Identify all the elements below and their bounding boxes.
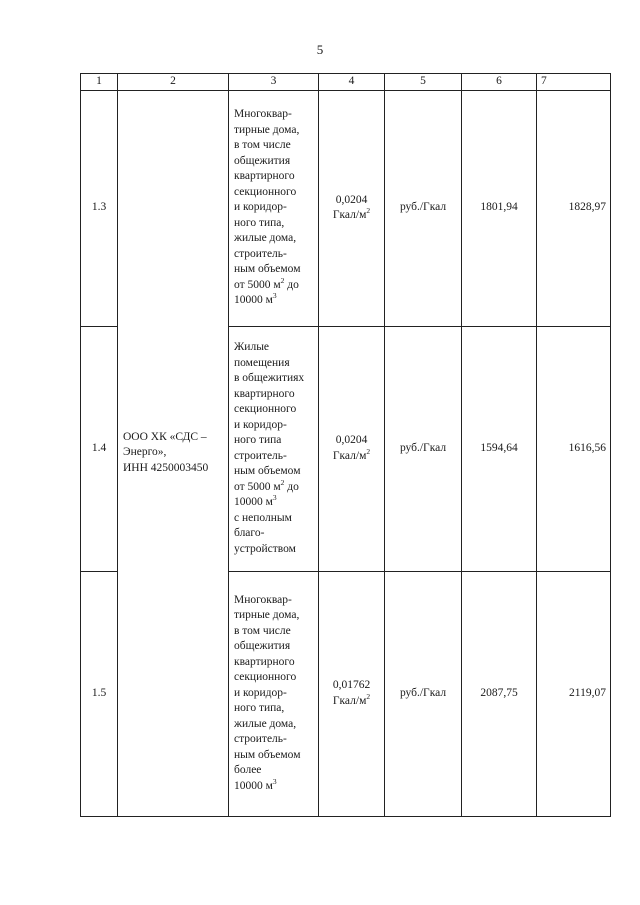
description-line: квартирного xyxy=(234,655,295,668)
description-line: Многоквар- xyxy=(234,593,292,606)
description-line: ным объемом xyxy=(234,465,301,477)
header-col-3: 3 xyxy=(229,74,319,91)
tariff-col-6: 1801,94 xyxy=(462,90,537,326)
tariff-unit: руб./Гкал xyxy=(385,326,462,571)
superscript: 2 xyxy=(280,477,285,487)
description-line: ного типа, xyxy=(234,702,285,715)
description-line: секционного xyxy=(234,403,297,415)
organization-name: ООО ХК «СДС – Энерго», xyxy=(123,430,207,459)
tariff-col-6: 2087,75 xyxy=(462,571,537,816)
description-line: с неполным xyxy=(234,511,292,524)
norm-unit xyxy=(319,446,384,465)
table-row xyxy=(81,90,611,326)
description-fragment: до xyxy=(287,480,299,493)
description-line: в том числе xyxy=(234,139,291,152)
description-line: в том числе xyxy=(234,624,291,637)
consumption-norm xyxy=(319,571,385,816)
header-col-5: 5 xyxy=(385,74,462,91)
superscript: 3 xyxy=(272,776,277,786)
description-line: Жилые xyxy=(234,341,270,353)
tariff-unit: руб./Гкал xyxy=(385,571,462,816)
housing-description xyxy=(229,90,319,326)
superscript: 3 xyxy=(272,291,277,301)
row-number: 1.4 xyxy=(81,326,118,571)
tariff-col-7: 1828,97 xyxy=(537,90,611,326)
description-line xyxy=(234,293,315,309)
description-line: общежития xyxy=(234,154,291,167)
description-fragment: до xyxy=(287,278,299,291)
header-row xyxy=(81,74,611,91)
superscript: 3 xyxy=(272,493,277,503)
housing-description xyxy=(229,326,319,571)
description-fragment: от 5000 м xyxy=(234,278,281,291)
header-col-1: 1 xyxy=(81,74,118,91)
description-line: более xyxy=(234,764,262,777)
consumption-norm xyxy=(319,90,385,326)
superscript: 2 xyxy=(366,691,371,701)
row-number: 1.3 xyxy=(81,90,118,326)
description-line: строитель- xyxy=(234,449,287,462)
housing-description xyxy=(229,571,319,816)
description-line: квартирного xyxy=(234,387,295,400)
header-col-6: 6 xyxy=(462,74,537,91)
description-line: строитель- xyxy=(234,733,287,746)
tariff-col-7: 2119,07 xyxy=(537,571,611,816)
description-fragment: от 5000 м xyxy=(234,480,281,493)
organization-cell xyxy=(118,90,229,816)
description-line: помещения xyxy=(234,356,290,369)
description-line: секционного xyxy=(234,671,297,684)
description-line: устройством xyxy=(234,542,296,555)
description-line: жилые дома, xyxy=(234,717,297,730)
page-number: 5 xyxy=(316,42,324,57)
description-line: Многоквар- xyxy=(234,108,292,121)
norm-unit-text: Гкал/м xyxy=(332,449,367,462)
norm-unit xyxy=(319,691,384,710)
row-number: 1.5 xyxy=(81,571,118,816)
description-line: и коридор- xyxy=(234,418,287,431)
header-col-2: 2 xyxy=(118,74,229,91)
description-line: и коридор- xyxy=(234,201,287,214)
description-line xyxy=(234,776,315,795)
description-line: ного типа xyxy=(234,434,282,446)
description-line: жилые дома, xyxy=(234,232,297,245)
description-line: благо- xyxy=(234,527,265,539)
norm-value: 0,0204 xyxy=(335,193,368,206)
superscript: 2 xyxy=(366,206,371,216)
tariff-col-7: 1616,56 xyxy=(537,326,611,571)
description-line: ным объемом xyxy=(234,748,301,761)
description-fragment: 10000 м xyxy=(234,779,273,792)
description-line: в общежитиях xyxy=(234,372,305,384)
norm-value: 0,01762 xyxy=(332,679,371,691)
norm-unit-text: Гкал/м xyxy=(332,209,367,221)
tariff-table xyxy=(80,73,611,817)
organization-inn: ИНН 4250003450 xyxy=(123,461,209,474)
description-fragment: 10000 м xyxy=(234,496,273,508)
description-fragment: 10000 м xyxy=(234,294,273,307)
description-line: ным объемом xyxy=(234,263,301,276)
consumption-norm xyxy=(319,326,385,571)
norm-unit xyxy=(319,208,384,224)
superscript: 2 xyxy=(366,446,371,456)
description-line: секционного xyxy=(234,185,297,198)
header-col-7: 7 xyxy=(537,74,611,91)
tariff-unit: руб./Гкал xyxy=(385,90,462,326)
description-line: ного типа, xyxy=(234,216,285,229)
description-line: общежития xyxy=(234,640,291,653)
description-line: и коридор- xyxy=(234,686,287,699)
norm-value: 0,0204 xyxy=(335,434,368,446)
superscript: 2 xyxy=(280,275,285,285)
tariff-col-6: 1594,64 xyxy=(462,326,537,571)
description-line: тирные дома, xyxy=(234,609,300,622)
description-line: тирные дома, xyxy=(234,123,300,136)
description-line: квартирного xyxy=(234,170,295,183)
norm-unit-text: Гкал/м xyxy=(332,694,367,707)
header-col-4: 4 xyxy=(319,74,385,91)
description-line: строитель- xyxy=(234,247,287,260)
description-line xyxy=(234,495,315,511)
